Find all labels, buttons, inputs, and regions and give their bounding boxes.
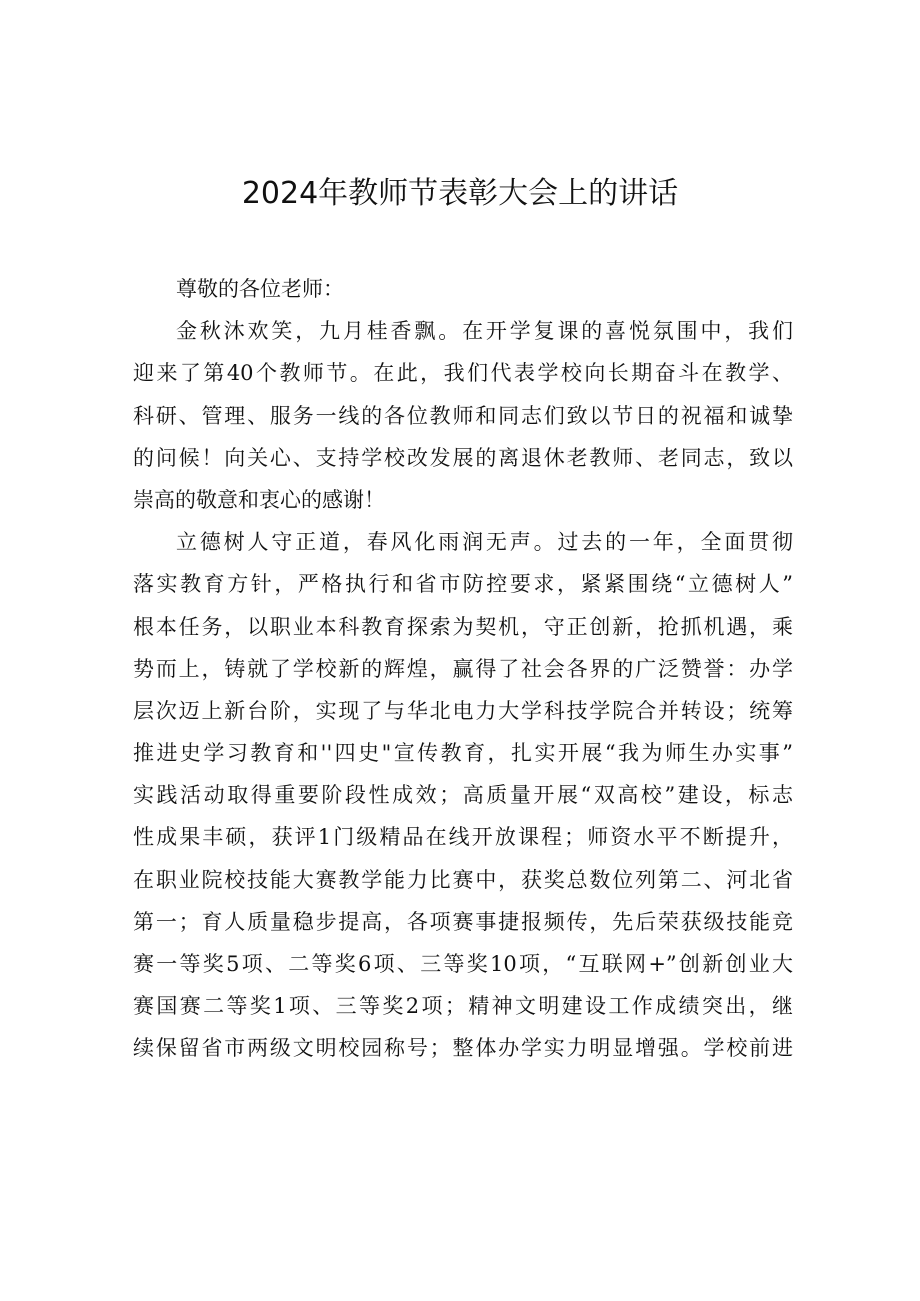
body-line: 实践活动取得重要阶段性成效；高质量开展“双高校”建设，标志 <box>133 783 793 808</box>
body-line: 迎来了第40个教师节。在此，我们代表学校向长期奋斗在教学、 <box>133 361 793 386</box>
body-line: 根本任务，以职业本科教育探索为契机，守正创新，抢抓机遇，乘 <box>133 614 793 639</box>
document-title: 2024年教师节表彰大会上的讲话 <box>241 176 679 211</box>
body-line: 崇高的敬意和衷心的感谢！ <box>133 487 385 512</box>
body-line: 尊敬的各位老师： <box>176 277 344 301</box>
body-line: 的问候！向关心、支持学校改发展的离退休老教师、老同志，致以 <box>133 445 793 470</box>
body-line: 赛一等奖5项、二等奖6项、三等奖10项，“互联网+”创新创业大 <box>133 952 793 976</box>
body-line: 第一；育人质量稳步提高，各项赛事捷报频传，先后荣获级技能竞 <box>133 909 793 934</box>
body-line: 金秋沐欢笑，九月桂香飘。在开学复课的喜悦氛围中，我们 <box>176 319 793 344</box>
body-line: 层次迈上新台阶，实现了与华北电力大学科技学院合并转设；统筹 <box>133 698 793 723</box>
body-line: 落实教育方针，严格执行和省市防控要求，紧紧围绕“立德树人” <box>133 572 793 597</box>
body-line: 性成果丰硕，获评1门级精品在线开放课程；师资水平不断提升， <box>133 825 793 850</box>
body-line: 在职业院校技能大赛教学能力比赛中，获奖总数位列第二、河北省 <box>133 867 793 892</box>
body-line: 势而上，铸就了学校新的辉煌，赢得了社会各界的广泛赞誉：办学 <box>133 656 793 681</box>
body-line: 科研、管理、服务一线的各位教师和同志们致以节日的祝福和诚挚 <box>133 403 793 428</box>
document-body <box>133 268 793 1070</box>
body-line: 立德树人守正道，春风化雨润无声。过去的一年，全面贯彻 <box>176 530 793 555</box>
body-line: 续保留省市两级文明校园称号；整体办学实力明显增强。学校前进 <box>133 1036 793 1061</box>
body-line: 赛国赛二等奖1项、三等奖2项；精神文明建设工作成绩突出，继 <box>133 994 793 1019</box>
body-line: 推进史学习教育和''四史"宣传教育，扎实开展“我为师生办实事” <box>133 741 793 766</box>
